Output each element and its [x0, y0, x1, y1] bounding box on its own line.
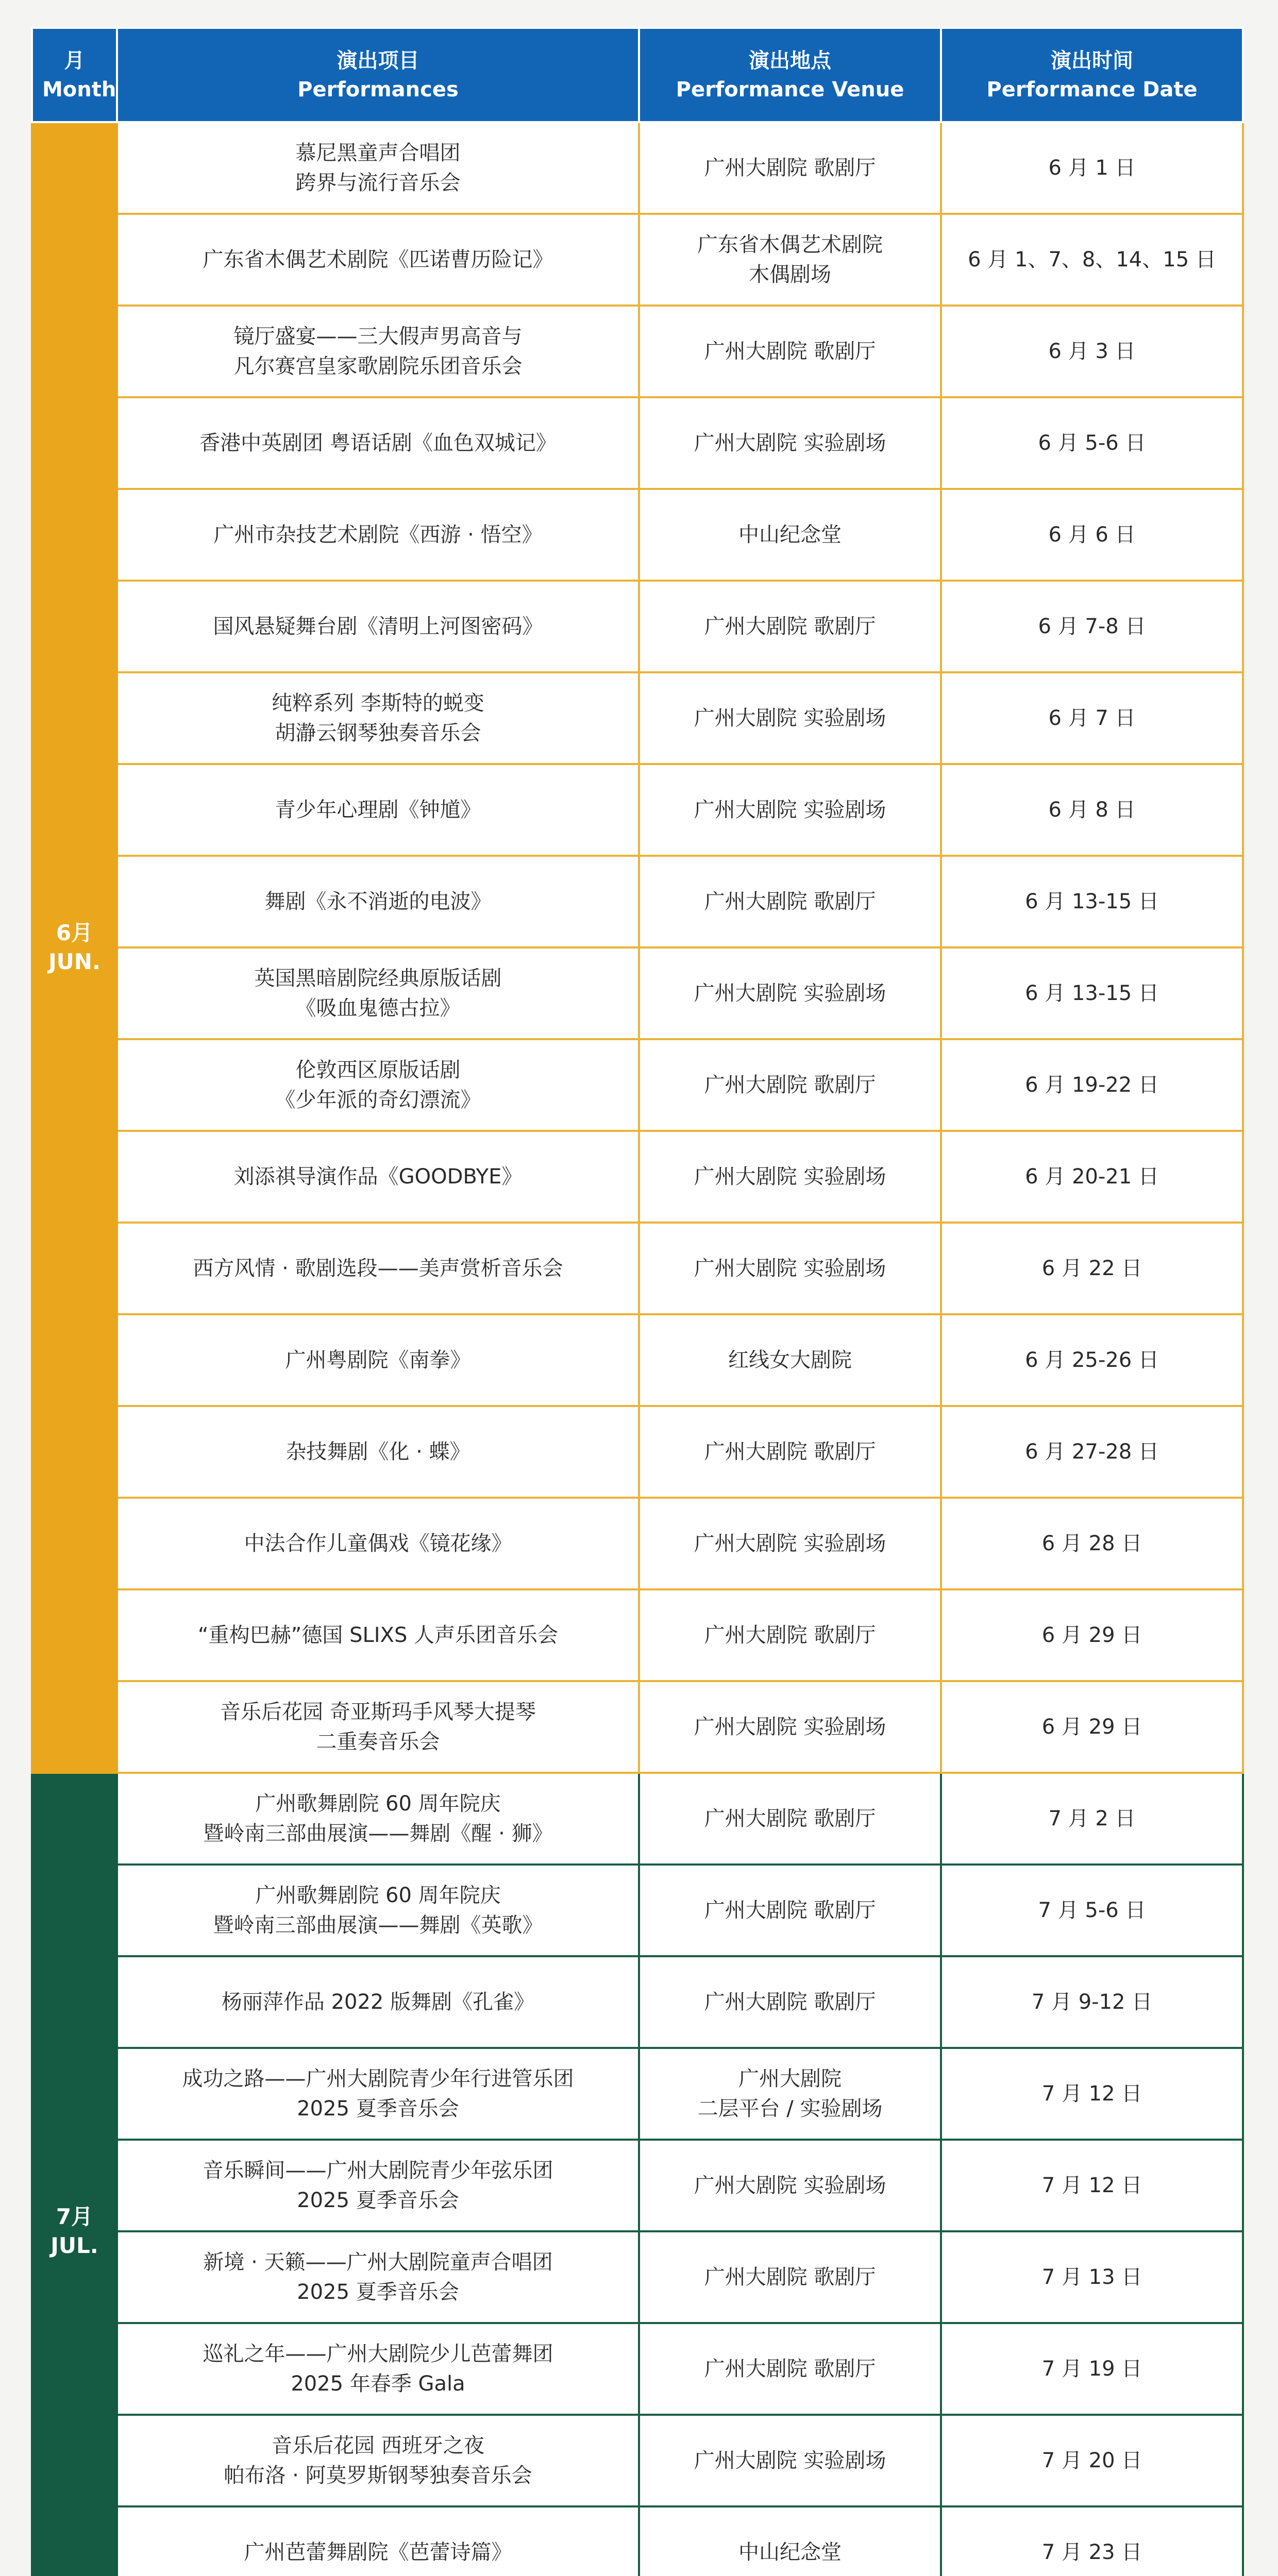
venue-cell: 广州大剧院 实验剧场	[639, 672, 941, 764]
schedule-row	[32, 1039, 1243, 1131]
venue-cell: 中山纪念堂	[639, 489, 941, 581]
date-cell: 6 月 22 日	[941, 1223, 1243, 1314]
venue-cell: 广东省木偶艺术剧院 木偶剧场	[639, 214, 941, 306]
date-cell: 7 月 5-6 日	[941, 1865, 1243, 1956]
date-cell: 6 月 20-21 日	[941, 1131, 1243, 1223]
program-cell	[117, 856, 639, 947]
date-cell: 6 月 6 日	[941, 489, 1243, 581]
program-cell	[117, 2048, 639, 2140]
program-name: 广州歌舞剧院 60 周年院庆 暨岭南三部曲展演——舞剧《英歌》	[213, 1884, 543, 1937]
schedule-row	[32, 2048, 1243, 2140]
schedule-row	[32, 672, 1243, 764]
schedule-row	[32, 764, 1243, 856]
schedule-row	[32, 2140, 1243, 2231]
venue-cell: 广州大剧院 实验剧场	[639, 1498, 941, 1589]
schedule-row	[32, 489, 1243, 581]
venue-cell: 广州大剧院 歌剧厅	[639, 306, 941, 397]
program-cell	[117, 214, 639, 306]
date-cell: 6 月 5-6 日	[941, 397, 1243, 489]
month-label: 7月 JUL.	[32, 1773, 117, 2576]
program-name: 成功之路——广州大剧院青少年行进管乐团 2025 夏季音乐会	[182, 2067, 574, 2121]
program-cell	[117, 1589, 639, 1681]
program-name: 新境 · 天籁——广州大剧院童声合唱团 2025 夏季音乐会	[203, 2250, 553, 2304]
venue-cell: 广州大剧院 实验剧场	[639, 2140, 941, 2231]
schedule-row	[32, 1956, 1243, 2048]
date-cell: 6 月 29 日	[941, 1681, 1243, 1773]
program-cell	[117, 1314, 639, 1406]
program-name: 中法合作儿童偶戏《镜花缘》	[244, 1532, 512, 1555]
program-cell	[117, 2415, 639, 2506]
schedule-row	[32, 1406, 1243, 1498]
program-name: 镜厅盛宴——三大假声男高音与 凡尔赛宫皇家歌剧院乐团音乐会	[233, 325, 523, 378]
program-cell	[117, 1681, 639, 1773]
program-cell	[117, 2323, 639, 2415]
schedule-row	[32, 214, 1243, 306]
program-name: 音乐瞬间——广州大剧院青少年弦乐团 2025 夏季音乐会	[203, 2159, 553, 2212]
date-cell: 7 月 19 日	[941, 2323, 1243, 2415]
venue-cell: 广州大剧院 实验剧场	[639, 1223, 941, 1314]
month-label: 6月 JUN.	[32, 122, 117, 1773]
program-cell	[117, 2140, 639, 2231]
venue-cell: 广州大剧院 歌剧厅	[639, 581, 941, 672]
date-cell: 6 月 7 日	[941, 672, 1243, 764]
schedule-row	[32, 947, 1243, 1039]
program-name: 刘添祺导演作品《GOODBYE》	[233, 1165, 523, 1189]
program-cell	[117, 1131, 639, 1223]
venue-cell: 广州大剧院 实验剧场	[639, 947, 941, 1039]
schedule-row	[32, 122, 1243, 214]
program-cell	[117, 947, 639, 1039]
program-name: 巡礼之年——广州大剧院少儿芭蕾舞团 2025 年春季 Gala	[203, 2342, 553, 2396]
venue-cell: 广州大剧院 歌剧厅	[639, 122, 941, 214]
schedule-row	[32, 1131, 1243, 1223]
date-cell: 6 月 1、7、8、14、15 日	[941, 214, 1243, 306]
program-cell	[117, 1039, 639, 1131]
venue-cell: 广州大剧院 实验剧场	[639, 2415, 941, 2506]
date-cell: 6 月 13-15 日	[941, 947, 1243, 1039]
venue-cell: 广州大剧院 实验剧场	[639, 1681, 941, 1773]
date-cell: 7 月 12 日	[941, 2048, 1243, 2140]
date-cell: 7 月 2 日	[941, 1773, 1243, 1865]
program-name: 西方风情 · 歌剧选段——美声赏析音乐会	[193, 1257, 563, 1280]
date-cell: 6 月 19-22 日	[941, 1039, 1243, 1131]
date-cell: 7 月 20 日	[941, 2415, 1243, 2506]
date-cell: 7 月 13 日	[941, 2231, 1243, 2323]
program-name: 广州粤剧院《南拳》	[285, 1348, 471, 1372]
program-cell	[117, 1223, 639, 1314]
schedule-row	[32, 856, 1243, 947]
header-program: 演出项目 Performances	[117, 28, 639, 122]
date-cell: 6 月 7-8 日	[941, 581, 1243, 672]
date-cell: 7 月 12 日	[941, 2140, 1243, 2231]
program-name: 国风悬疑舞台剧《清明上河图密码》	[213, 615, 543, 638]
schedule-row	[32, 1314, 1243, 1406]
venue-cell: 广州大剧院 歌剧厅	[639, 1956, 941, 2048]
program-name: 杂技舞剧《化 · 蝶》	[285, 1440, 470, 1464]
venue-cell: 广州大剧院 歌剧厅	[639, 2323, 941, 2415]
program-name: 英国黑暗剧院经典原版话剧 《吸血鬼德古拉》	[254, 967, 502, 1020]
program-cell	[117, 764, 639, 856]
venue-cell: 广州大剧院 实验剧场	[639, 1131, 941, 1223]
venue-cell: 广州大剧院 歌剧厅	[639, 2231, 941, 2323]
date-cell: 6 月 13-15 日	[941, 856, 1243, 947]
header-row	[32, 28, 1243, 122]
program-cell	[117, 581, 639, 672]
schedule-row	[32, 306, 1243, 397]
program-cell	[117, 489, 639, 581]
program-name: 杨丽萍作品 2022 版舞剧《孔雀》	[221, 1990, 535, 2014]
header-date: 演出时间 Performance Date	[941, 28, 1243, 122]
schedule-row	[32, 581, 1243, 672]
schedule-row	[32, 1589, 1243, 1681]
date-cell: 6 月 8 日	[941, 764, 1243, 856]
program-cell	[117, 1498, 639, 1589]
program-name: 香港中英剧团 粤语话剧《血色双城记》	[199, 431, 557, 455]
schedule-row	[32, 2506, 1243, 2576]
program-cell	[117, 397, 639, 489]
schedule-row	[32, 1223, 1243, 1314]
venue-cell: 广州大剧院 歌剧厅	[639, 856, 941, 947]
date-cell: 6 月 29 日	[941, 1589, 1243, 1681]
venue-cell: 红线女大剧院	[639, 1314, 941, 1406]
schedule-row	[32, 1681, 1243, 1773]
program-cell	[117, 1773, 639, 1865]
program-name: 广州芭蕾舞剧院《芭蕾诗篇》	[244, 2540, 512, 2564]
schedule-row	[32, 2323, 1243, 2415]
venue-cell: 广州大剧院 实验剧场	[639, 764, 941, 856]
program-name: “重构巴赫”德国 SLIXS 人声乐团音乐会	[197, 1623, 559, 1647]
venue-cell: 广州大剧院 歌剧厅	[639, 1589, 941, 1681]
program-name: 广州市杂技艺术剧院《西游 · 悟空》	[213, 523, 543, 547]
date-cell: 6 月 1 日	[941, 122, 1243, 214]
venue-cell: 广州大剧院 二层平台 / 实验剧场	[639, 2048, 941, 2140]
venue-cell: 广州大剧院 歌剧厅	[639, 1039, 941, 1131]
program-name: 音乐后花园 西班牙之夜 帕布洛 · 阿莫罗斯钢琴独奏音乐会	[224, 2434, 532, 2487]
program-cell	[117, 2506, 639, 2576]
program-name: 伦敦西区原版话剧 《少年派的奇幻漂流》	[275, 1058, 481, 1112]
program-name: 慕尼黑童声合唱团 跨界与流行音乐会	[295, 141, 461, 195]
program-cell	[117, 1956, 639, 2048]
schedule-row	[32, 397, 1243, 489]
venue-cell: 广州大剧院 歌剧厅	[639, 1773, 941, 1865]
venue-cell: 广州大剧院 实验剧场	[639, 397, 941, 489]
date-cell: 6 月 27-28 日	[941, 1406, 1243, 1498]
schedule-row	[32, 1865, 1243, 1956]
date-cell: 7 月 23 日	[941, 2506, 1243, 2576]
schedule-row	[32, 2231, 1243, 2323]
program-name: 舞剧《永不消逝的电波》	[264, 890, 492, 913]
program-name: 广东省木偶艺术剧院《匹诺曹历险记》	[203, 248, 553, 272]
schedule-row	[32, 2415, 1243, 2506]
program-name: 音乐后花园 奇亚斯玛手风琴大提琴 二重奏音乐会	[220, 1700, 536, 1754]
program-name: 青少年心理剧《钟馗》	[275, 798, 481, 822]
program-cell	[117, 1406, 639, 1498]
program-cell	[117, 672, 639, 764]
date-cell: 6 月 28 日	[941, 1498, 1243, 1589]
schedule-row	[32, 1498, 1243, 1589]
schedule-body	[32, 122, 1243, 2576]
venue-cell: 广州大剧院 歌剧厅	[639, 1406, 941, 1498]
venue-cell: 中山纪念堂	[639, 2506, 941, 2576]
program-name: 纯粹系列 李斯特的蜕变 胡瀞云钢琴独奏音乐会	[272, 691, 484, 745]
date-cell: 6 月 3 日	[941, 306, 1243, 397]
venue-cell: 广州大剧院 歌剧厅	[639, 1865, 941, 1956]
header-venue: 演出地点 Performance Venue	[639, 28, 941, 122]
program-cell	[117, 2231, 639, 2323]
schedule-row	[32, 1773, 1243, 1865]
header-month: 月 Month	[32, 28, 117, 122]
date-cell: 6 月 25-26 日	[941, 1314, 1243, 1406]
schedule-table	[31, 27, 1244, 2576]
program-cell	[117, 306, 639, 397]
program-name: 广州歌舞剧院 60 周年院庆 暨岭南三部曲展演——舞剧《醒 · 狮》	[203, 1792, 553, 1845]
program-cell	[117, 122, 639, 214]
date-cell: 7 月 9-12 日	[941, 1956, 1243, 2048]
program-cell	[117, 1865, 639, 1956]
